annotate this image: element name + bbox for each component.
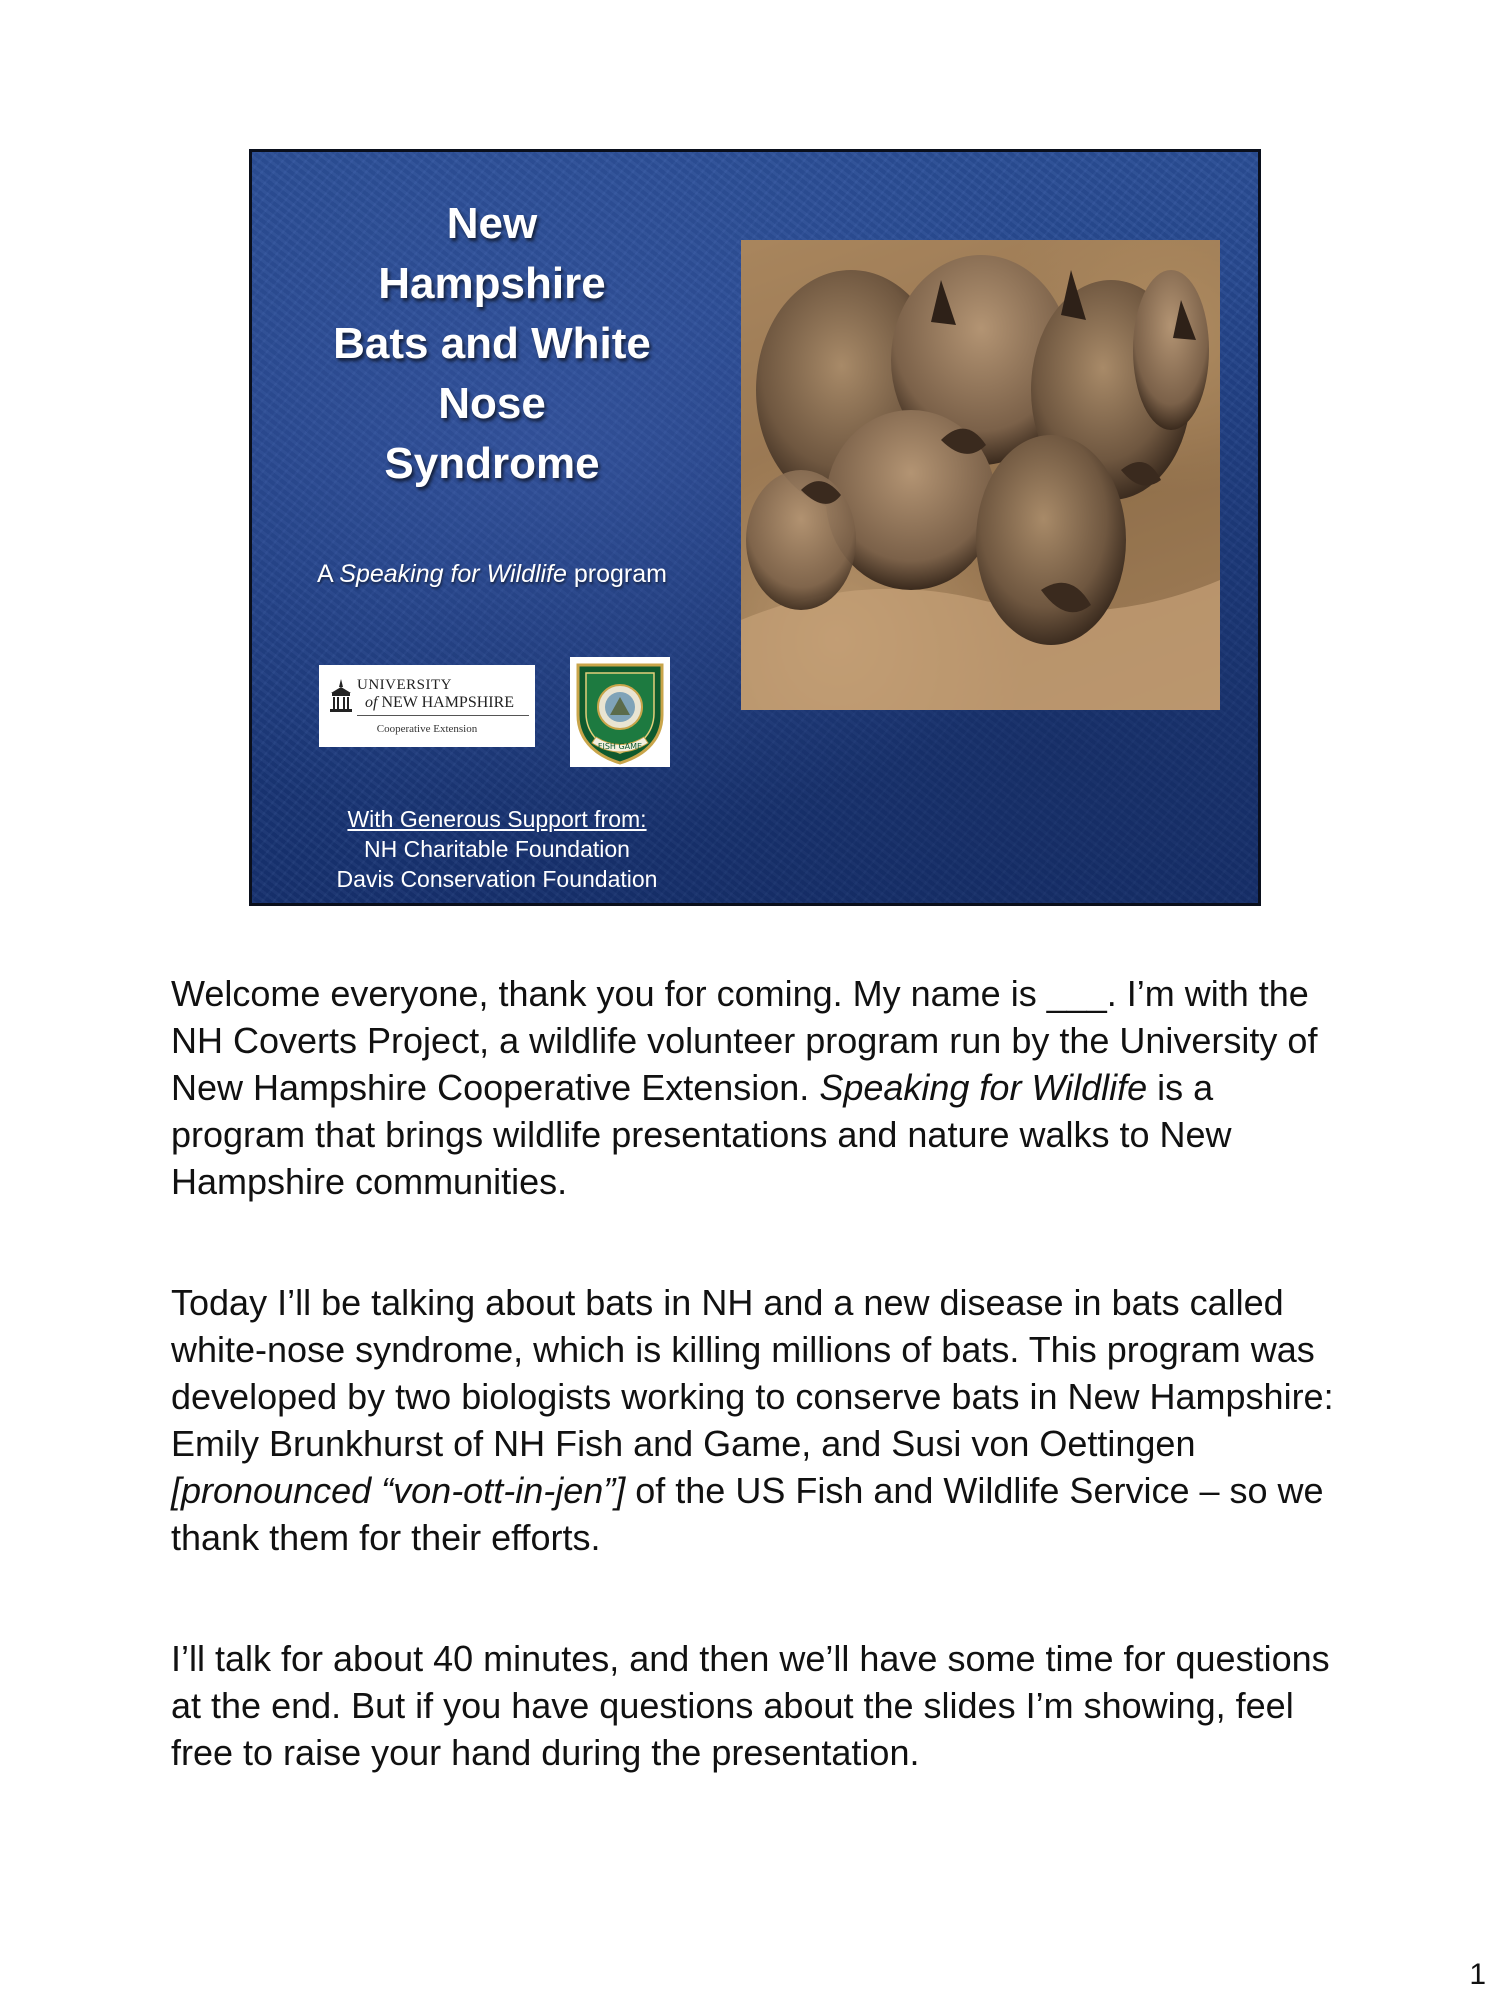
slide-subtitle [292, 560, 692, 589]
subtitle-program: Speaking for Wildlife [339, 560, 567, 588]
unh-cooperative-extension-logo [319, 665, 535, 747]
bat-cluster-photo [741, 240, 1220, 710]
unh-logo-line2: of NEW HAMPSHIRE [365, 694, 515, 711]
fish-game-shield-icon [570, 657, 670, 767]
subtitle-suffix: program [566, 560, 667, 588]
speaker-notes [171, 970, 1351, 1850]
bat-cluster-icon [741, 240, 1220, 710]
seal-text: FISH GAME [597, 742, 643, 751]
title-line: Bats and White [333, 319, 651, 368]
slide-thumbnail [249, 149, 1261, 906]
title-line: Nose [438, 379, 546, 428]
page-number: 1 [1469, 1958, 1486, 1991]
unh-logo-line3: Cooperative Extension [376, 723, 478, 735]
credits-line1: NH Charitable Foundation [364, 836, 630, 862]
unh-logo-rule [357, 715, 529, 716]
notes-paragraph-3: I’ll talk for about 40 minutes, and then we’ll have some time for questions at the end. But if you have questions about the slides I’m showing, feel free to raise your hand during the presentation. [171, 1638, 1330, 1773]
nh-fish-game-logo [570, 657, 670, 767]
slide-title [292, 194, 692, 494]
title-line: New [446, 199, 538, 248]
title-line: Syndrome [384, 439, 600, 488]
unh-logo-line1: UNIVERSITY [357, 677, 452, 693]
credits-heading: With Generous Support from: [347, 806, 647, 832]
slide-credits [292, 804, 702, 894]
subtitle-prefix: A [317, 560, 340, 588]
title-line: Hampshire [378, 259, 606, 308]
notes-paragraph-1: Welcome everyone, thank you for coming. My name is ___. I’m with the NH Coverts Project, a wildlife volunteer program run by the University of New Hampshire Cooperative Extension. Speaking for Wildlife is a program that brings wildlife presentations and nature walks to New Hampshire communities. [171, 973, 1318, 1202]
notes-paragraph-2: Today I’ll be talking about bats in NH and a new disease in bats called white-nose syndrome, which is killing millions of bats. This program was developed by two biologists working to conserve bats in New Hampshire: Emily Brunkhurst of NH Fish and Game, and Susi von Oettingen [pronounced “von-ott-in-jen”] of the US Fish and Wildlife Service – so we thank them for their efforts. [171, 1282, 1334, 1558]
unh-building-icon [329, 679, 353, 713]
credits-line2: Davis Conservation Foundation [336, 866, 658, 892]
